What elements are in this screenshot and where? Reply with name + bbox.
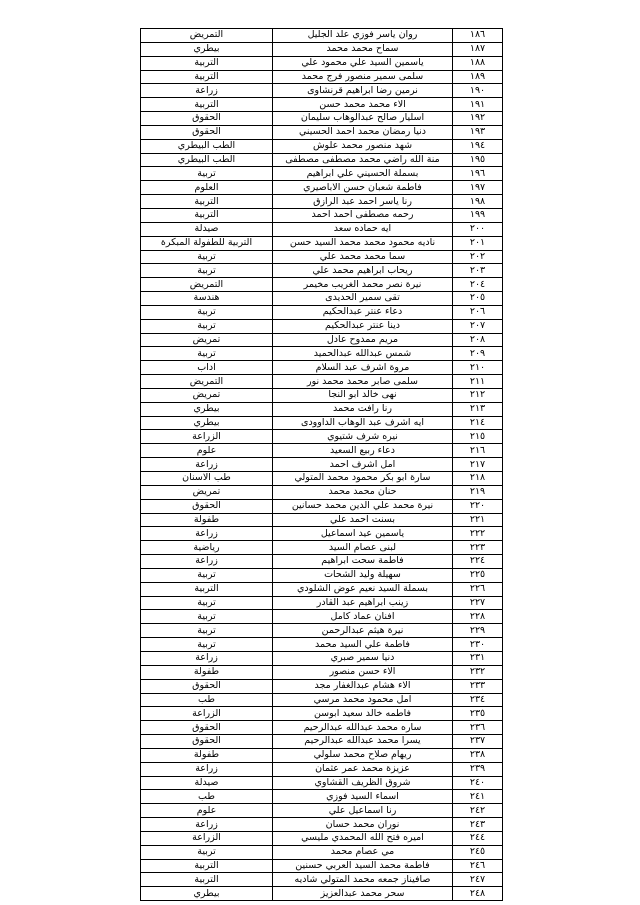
table-row (141, 388, 503, 402)
roster-table-wrapper (140, 28, 502, 901)
student-name-cell: نيرة نصر محمد الغريب مخيمر (273, 278, 453, 292)
faculty-cell: طفولة (141, 513, 273, 527)
row-number-cell: ٢٣٢ (453, 665, 503, 679)
student-name-cell: دنيا رمضان محمد احمد الحسيني (273, 125, 453, 139)
faculty-cell: التربية (141, 208, 273, 222)
faculty-cell: تمريض (141, 333, 273, 347)
table-row (141, 278, 503, 292)
table-row (141, 84, 503, 98)
table-row (141, 624, 503, 638)
student-name-cell: سهيلة وليد الشحات (273, 568, 453, 582)
table-row (141, 181, 503, 195)
student-name-cell: الاء محمد محمد حسن (273, 98, 453, 112)
row-number-cell: ٢٢٦ (453, 582, 503, 596)
row-number-cell: ١٩١ (453, 98, 503, 112)
table-row (141, 527, 503, 541)
table-row (141, 582, 503, 596)
row-number-cell: ٢٢٩ (453, 624, 503, 638)
faculty-cell: العلوم (141, 181, 273, 195)
faculty-cell: زراعة (141, 555, 273, 569)
table-row (141, 112, 503, 126)
faculty-cell: الحقوق (141, 721, 273, 735)
table-row (141, 153, 503, 167)
row-number-cell: ٢٠٨ (453, 333, 503, 347)
row-number-cell: ٢٣٤ (453, 693, 503, 707)
faculty-cell: الطب البيطري (141, 139, 273, 153)
faculty-cell: طب (141, 693, 273, 707)
student-name-cell: ايه حماده سعد (273, 222, 453, 236)
faculty-cell: تربية (141, 305, 273, 319)
table-row (141, 596, 503, 610)
faculty-cell: التربية للطفولة المبكرة (141, 236, 273, 250)
row-number-cell: ٢٣٣ (453, 679, 503, 693)
row-number-cell: ٢٣١ (453, 651, 503, 665)
faculty-cell: التمريض (141, 29, 273, 43)
table-row (141, 845, 503, 859)
row-number-cell: ٢٣٦ (453, 721, 503, 735)
table-row (141, 555, 503, 569)
faculty-cell: اداب (141, 361, 273, 375)
faculty-cell: طب الاسنان (141, 472, 273, 486)
faculty-cell: التربية (141, 859, 273, 873)
table-row (141, 721, 503, 735)
row-number-cell: ٢٢٠ (453, 499, 503, 513)
table-row (141, 361, 503, 375)
table-row (141, 804, 503, 818)
student-name-cell: روان ياسر فوزي علد الجليل (273, 29, 453, 43)
faculty-cell: الحقوق (141, 112, 273, 126)
row-number-cell: ٢٤٠ (453, 776, 503, 790)
row-number-cell: ٢٣٠ (453, 638, 503, 652)
faculty-cell: صيدلة (141, 776, 273, 790)
student-name-cell: دنيا سمير صبري (273, 651, 453, 665)
row-number-cell: ٢٢١ (453, 513, 503, 527)
faculty-cell: التربية (141, 70, 273, 84)
table-row (141, 513, 503, 527)
student-name-cell: نهى خالد ابو النجا (273, 388, 453, 402)
student-name-cell: زينب ابراهيم عبد القادر (273, 596, 453, 610)
row-number-cell: ٢٠٠ (453, 222, 503, 236)
row-number-cell: ٢٢٨ (453, 610, 503, 624)
row-number-cell: ٢١١ (453, 375, 503, 389)
student-name-cell: ايه اشرف عبد الوهاب الداوودى (273, 416, 453, 430)
row-number-cell: ١٩٠ (453, 84, 503, 98)
faculty-cell: التربية (141, 195, 273, 209)
faculty-cell: الزراعة (141, 430, 273, 444)
row-number-cell: ٢١٤ (453, 416, 503, 430)
student-name-cell: فاطمة محمد السيد العربي حسنين (273, 859, 453, 873)
table-row (141, 458, 503, 472)
student-name-cell: نيرة محمد علي الدين محمد حسانين (273, 499, 453, 513)
row-number-cell: ١٩٨ (453, 195, 503, 209)
faculty-cell: الطب البيطري (141, 153, 273, 167)
faculty-cell: التربية (141, 873, 273, 887)
student-name-cell: سلمى سمير منصور فرج محمد (273, 70, 453, 84)
table-row (141, 748, 503, 762)
row-number-cell: ٢١٢ (453, 388, 503, 402)
table-row (141, 264, 503, 278)
table-row (141, 305, 503, 319)
table-row (141, 195, 503, 209)
student-name-cell: اسليار صالح عبدالوهاب سليمان (273, 112, 453, 126)
student-name-cell: الاء حسن منصور (273, 665, 453, 679)
row-number-cell: ١٩٦ (453, 167, 503, 181)
row-number-cell: ٢٠٤ (453, 278, 503, 292)
student-name-cell: دعاء ربيع السعيد (273, 444, 453, 458)
faculty-cell: صيدلة (141, 222, 273, 236)
student-name-cell: لبنى عصام السيد (273, 541, 453, 555)
faculty-cell: بيطري (141, 887, 273, 901)
row-number-cell: ١٩٩ (453, 208, 503, 222)
student-name-cell: الاء هشام عبدالغفار مجد (273, 679, 453, 693)
faculty-cell: تربية (141, 264, 273, 278)
student-name-cell: شمس عبدالله عبدالحميد (273, 347, 453, 361)
student-name-cell: يسرا محمد عبدالله عبدالرحيم (273, 735, 453, 749)
student-name-cell: سما محمد محمد علي (273, 250, 453, 264)
table-row (141, 208, 503, 222)
student-name-cell: ريحاب ابراهيم محمد علي (273, 264, 453, 278)
row-number-cell: ٢١٦ (453, 444, 503, 458)
row-number-cell: ١٩٣ (453, 125, 503, 139)
table-row (141, 790, 503, 804)
faculty-cell: زراعة (141, 458, 273, 472)
table-row (141, 250, 503, 264)
row-number-cell: ٢٢٥ (453, 568, 503, 582)
row-number-cell: ١٩٥ (453, 153, 503, 167)
roster-table (140, 28, 503, 901)
faculty-cell: الحقوق (141, 125, 273, 139)
table-row (141, 776, 503, 790)
faculty-cell: التربية (141, 582, 273, 596)
student-name-cell: مي عصام محمد (273, 845, 453, 859)
faculty-cell: زراعة (141, 527, 273, 541)
student-name-cell: دينا عنتر عبدالحكيم (273, 319, 453, 333)
row-number-cell: ٢١٩ (453, 485, 503, 499)
student-name-cell: رنا رافت محمد (273, 402, 453, 416)
student-name-cell: تقى سمير الحديدى (273, 292, 453, 306)
row-number-cell: ٢٢٣ (453, 541, 503, 555)
row-number-cell: ١٩٤ (453, 139, 503, 153)
roster-table-body (141, 29, 503, 901)
row-number-cell: ٢١٨ (453, 472, 503, 486)
table-row (141, 679, 503, 693)
student-name-cell: رنا ياسر احمد عبد الرازق (273, 195, 453, 209)
row-number-cell: ٢٣٨ (453, 748, 503, 762)
faculty-cell: تربية (141, 167, 273, 181)
row-number-cell: ٢٣٥ (453, 707, 503, 721)
table-row (141, 347, 503, 361)
row-number-cell: ٢٠١ (453, 236, 503, 250)
table-row (141, 762, 503, 776)
row-number-cell: ١٩٧ (453, 181, 503, 195)
faculty-cell: التربية (141, 98, 273, 112)
faculty-cell: طب (141, 790, 273, 804)
student-name-cell: ناديه محمود محمد محمد السيد حسن (273, 236, 453, 250)
student-name-cell: نيره شرف شتيوي (273, 430, 453, 444)
row-number-cell: ٢٤٣ (453, 818, 503, 832)
student-name-cell: فاطمه خالد سعيد ابوسن (273, 707, 453, 721)
student-name-cell: نوران محمد حسان (273, 818, 453, 832)
student-name-cell: نرمين رضا ابراهيم قرنشاوى (273, 84, 453, 98)
faculty-cell: تربية (141, 319, 273, 333)
student-name-cell: رنا اسماعيل علي (273, 804, 453, 818)
row-number-cell: ١٨٩ (453, 70, 503, 84)
student-name-cell: امل اشرف احمد (273, 458, 453, 472)
student-name-cell: فاطمة سحت ابراهيم (273, 555, 453, 569)
table-row (141, 29, 503, 43)
row-number-cell: ٢٣٩ (453, 762, 503, 776)
student-name-cell: ياسمين السيد علي محمود علي (273, 56, 453, 70)
faculty-cell: زراعة (141, 762, 273, 776)
row-number-cell: ٢٠٥ (453, 292, 503, 306)
faculty-cell: تربية (141, 638, 273, 652)
row-number-cell: ٢٠٣ (453, 264, 503, 278)
student-name-cell: رحمه مصطفى احمد احمد (273, 208, 453, 222)
faculty-cell: بيطري (141, 402, 273, 416)
table-row (141, 472, 503, 486)
table-row (141, 292, 503, 306)
row-number-cell: ٢٢٤ (453, 555, 503, 569)
student-name-cell: فاطمة علي السيد محمد (273, 638, 453, 652)
row-number-cell: ٢٣٧ (453, 735, 503, 749)
table-row (141, 541, 503, 555)
faculty-cell: تربية (141, 568, 273, 582)
table-row (141, 430, 503, 444)
student-name-cell: شروق الظريف القشاوي (273, 776, 453, 790)
student-name-cell: سارة ابو بكر محمود محمد المتولي (273, 472, 453, 486)
student-name-cell: مريم ممدوح عادل (273, 333, 453, 347)
table-row (141, 873, 503, 887)
table-row (141, 236, 503, 250)
faculty-cell: هندسة (141, 292, 273, 306)
faculty-cell: تربية (141, 347, 273, 361)
faculty-cell: علوم (141, 444, 273, 458)
table-row (141, 42, 503, 56)
table-row (141, 707, 503, 721)
student-name-cell: اسماء السيد فوزي (273, 790, 453, 804)
table-row (141, 222, 503, 236)
row-number-cell: ٢٠٦ (453, 305, 503, 319)
student-name-cell: افنان عماد كامل (273, 610, 453, 624)
student-name-cell: سلمى صابر محمد محمد نور (273, 375, 453, 389)
faculty-cell: تربية (141, 610, 273, 624)
table-row (141, 375, 503, 389)
faculty-cell: الحقوق (141, 499, 273, 513)
table-row (141, 125, 503, 139)
table-row (141, 859, 503, 873)
faculty-cell: زراعة (141, 818, 273, 832)
table-row (141, 402, 503, 416)
student-name-cell: سماح محمد محمد (273, 42, 453, 56)
table-row (141, 568, 503, 582)
student-name-cell: بسنت احمد علي (273, 513, 453, 527)
row-number-cell: ٢٤٤ (453, 831, 503, 845)
faculty-cell: التمريض (141, 278, 273, 292)
faculty-cell: التمريض (141, 375, 273, 389)
faculty-cell: تربية (141, 845, 273, 859)
table-row (141, 831, 503, 845)
student-name-cell: بسملة السيد نعيم عوض الشلودي (273, 582, 453, 596)
student-name-cell: مروة اشرف عبد السلام (273, 361, 453, 375)
row-number-cell: ٢٢٧ (453, 596, 503, 610)
row-number-cell: ٢١٥ (453, 430, 503, 444)
faculty-cell: الحقوق (141, 679, 273, 693)
table-row (141, 651, 503, 665)
student-name-cell: سحر محمد عبدالعزيز (273, 887, 453, 901)
faculty-cell: التربية (141, 56, 273, 70)
row-number-cell: ٢١٣ (453, 402, 503, 416)
row-number-cell: ١٨٧ (453, 42, 503, 56)
row-number-cell: ٢٤٢ (453, 804, 503, 818)
row-number-cell: ٢١٠ (453, 361, 503, 375)
faculty-cell: تربية (141, 250, 273, 264)
student-name-cell: ساره محمد عبدالله عبدالرحيم (273, 721, 453, 735)
table-row (141, 139, 503, 153)
table-row (141, 693, 503, 707)
faculty-cell: الزراعة (141, 831, 273, 845)
table-row (141, 499, 503, 513)
student-name-cell: صافيناز جمعه محمد المتولي شاديه (273, 873, 453, 887)
table-row (141, 70, 503, 84)
faculty-cell: تمريض (141, 388, 273, 402)
table-row (141, 56, 503, 70)
table-row (141, 638, 503, 652)
faculty-cell: تربية (141, 596, 273, 610)
row-number-cell: ٢٤٥ (453, 845, 503, 859)
row-number-cell: ٢٠٢ (453, 250, 503, 264)
row-number-cell: ٢٢٢ (453, 527, 503, 541)
student-name-cell: عزيزة محمد عمر عثمان (273, 762, 453, 776)
table-row (141, 610, 503, 624)
student-name-cell: ريهام صلاح محمد سلولي (273, 748, 453, 762)
faculty-cell: بيطري (141, 42, 273, 56)
student-name-cell: بسملة الحسيني علي ابراهيم (273, 167, 453, 181)
faculty-cell: طفولة (141, 748, 273, 762)
faculty-cell: رياضية (141, 541, 273, 555)
student-name-cell: فاطمة شعبان حسن الاباصيري (273, 181, 453, 195)
student-name-cell: شهد منصور محمد علوش (273, 139, 453, 153)
student-name-cell: نيرة هيثم عبدالرحمن (273, 624, 453, 638)
faculty-cell: الحقوق (141, 735, 273, 749)
faculty-cell: زراعة (141, 84, 273, 98)
row-number-cell: ٢٤٨ (453, 887, 503, 901)
row-number-cell: ٢٤٦ (453, 859, 503, 873)
row-number-cell: ٢٠٧ (453, 319, 503, 333)
table-row (141, 444, 503, 458)
row-number-cell: ٢٤٧ (453, 873, 503, 887)
student-name-cell: امل محمود محمد مرسي (273, 693, 453, 707)
faculty-cell: بيطري (141, 416, 273, 430)
table-row (141, 333, 503, 347)
student-name-cell: اميره فتح الله المحمدي مليسي (273, 831, 453, 845)
student-name-cell: حنان محمد محمد (273, 485, 453, 499)
table-row (141, 887, 503, 901)
faculty-cell: تربية (141, 624, 273, 638)
row-number-cell: ٢٠٩ (453, 347, 503, 361)
table-row (141, 167, 503, 181)
faculty-cell: زراعة (141, 651, 273, 665)
row-number-cell: ١٩٢ (453, 112, 503, 126)
row-number-cell: ٢٤١ (453, 790, 503, 804)
row-number-cell: ١٨٦ (453, 29, 503, 43)
table-row (141, 416, 503, 430)
table-row (141, 665, 503, 679)
faculty-cell: تمريض (141, 485, 273, 499)
student-name-cell: دعاء عنتر عبدالحكيم (273, 305, 453, 319)
table-row (141, 319, 503, 333)
row-number-cell: ١٨٨ (453, 56, 503, 70)
table-row (141, 485, 503, 499)
student-name-cell: منة الله راضي محمد مصطفى مصطفى (273, 153, 453, 167)
table-row (141, 818, 503, 832)
row-number-cell: ٢١٧ (453, 458, 503, 472)
faculty-cell: علوم (141, 804, 273, 818)
table-row (141, 98, 503, 112)
table-row (141, 735, 503, 749)
faculty-cell: الزراعة (141, 707, 273, 721)
student-name-cell: ياسمين عيد اسماعيل (273, 527, 453, 541)
faculty-cell: طفولة (141, 665, 273, 679)
